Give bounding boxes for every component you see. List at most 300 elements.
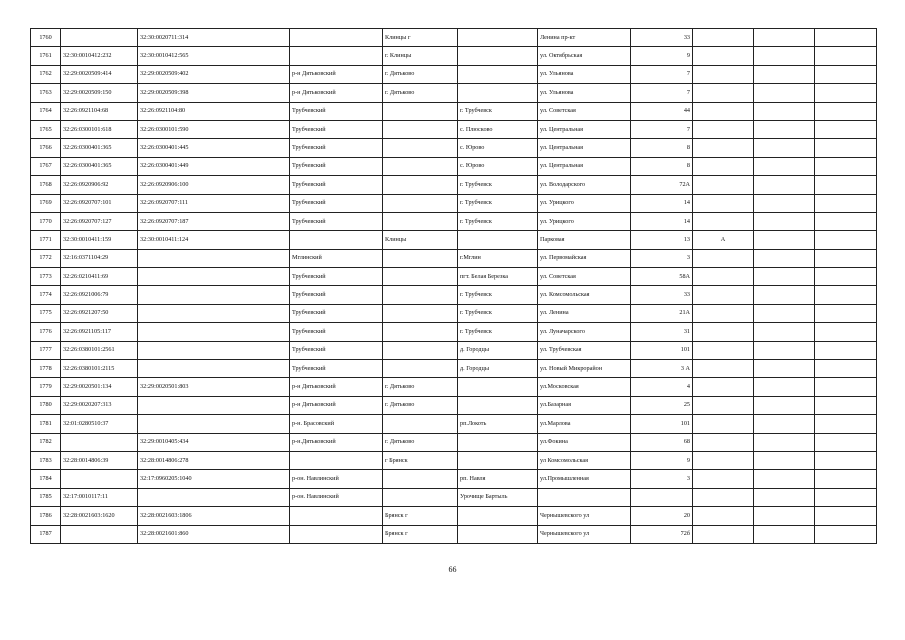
object-cadastral-number-cell: 32:26:0920707:111: [138, 194, 290, 212]
table-row: [31, 396, 877, 414]
settlement-cell: Урочище Бартыль: [458, 488, 538, 506]
house-number-cell: 72А: [631, 176, 693, 194]
building-letter-cell: [693, 47, 754, 65]
district-cell: Трубчевский: [290, 194, 383, 212]
cadastral-number-cell: 32:26:0921207:50: [61, 304, 138, 322]
building-letter-cell: [693, 102, 754, 120]
table-row: [31, 415, 877, 433]
table-row: [31, 507, 877, 525]
extra-cell-a: [754, 65, 815, 83]
table-row: [31, 268, 877, 286]
city-cell: [383, 286, 458, 304]
settlement-cell: [458, 29, 538, 47]
cadastral-number-cell: 32:30:0010412:232: [61, 47, 138, 65]
extra-cell-b: [815, 341, 877, 359]
object-cadastral-number-cell: 32:28:0014806:278: [138, 451, 290, 469]
cadastral-number-cell: 32:29:0020509:150: [61, 84, 138, 102]
cadastral-number-cell: [61, 29, 138, 47]
extra-cell-a: [754, 507, 815, 525]
row-number-cell: 1785: [31, 488, 61, 506]
district-cell: [290, 47, 383, 65]
district-cell: Трубчевский: [290, 323, 383, 341]
district-cell: Трубчевский: [290, 120, 383, 138]
extra-cell-b: [815, 157, 877, 175]
street-cell: ул. Новый Микрорайон: [538, 360, 631, 378]
street-cell: ул. Центральная: [538, 157, 631, 175]
house-number-cell: 13: [631, 231, 693, 249]
extra-cell-b: [815, 360, 877, 378]
extra-cell-b: [815, 433, 877, 451]
table-row: [31, 84, 877, 102]
object-cadastral-number-cell: 32:26:0300101:590: [138, 120, 290, 138]
city-cell: [383, 360, 458, 378]
city-cell: [383, 212, 458, 230]
district-cell: Трубчевский: [290, 341, 383, 359]
district-cell: р-н Дятьковский: [290, 378, 383, 396]
building-letter-cell: [693, 120, 754, 138]
settlement-cell: г. Трубчевск: [458, 323, 538, 341]
settlement-cell: [458, 231, 538, 249]
cadastral-number-cell: 32:01:0280510:37: [61, 415, 138, 433]
settlement-cell: рп. Навля: [458, 470, 538, 488]
street-cell: ул. Советская: [538, 268, 631, 286]
house-number-cell: 4: [631, 378, 693, 396]
row-number-cell: 1770: [31, 212, 61, 230]
extra-cell-b: [815, 323, 877, 341]
extra-cell-b: [815, 378, 877, 396]
city-cell: [383, 176, 458, 194]
extra-cell-b: [815, 304, 877, 322]
building-letter-cell: [693, 470, 754, 488]
building-letter-cell: [693, 212, 754, 230]
house-number-cell: 44: [631, 102, 693, 120]
street-cell: ул. Володарского: [538, 176, 631, 194]
district-cell: [290, 451, 383, 469]
street-cell: ул.Фокина: [538, 433, 631, 451]
table-row: [31, 304, 877, 322]
extra-cell-a: [754, 323, 815, 341]
house-number-cell: [631, 488, 693, 506]
object-cadastral-number-cell: [138, 488, 290, 506]
extra-cell-a: [754, 304, 815, 322]
extra-cell-a: [754, 378, 815, 396]
house-number-cell: 7: [631, 120, 693, 138]
city-cell: [383, 268, 458, 286]
building-letter-cell: [693, 139, 754, 157]
table-row: [31, 194, 877, 212]
cadastral-number-cell: 32:17:0010117:11: [61, 488, 138, 506]
building-letter-cell: [693, 415, 754, 433]
table-row: [31, 139, 877, 157]
row-number-cell: 1777: [31, 341, 61, 359]
district-cell: Трубчевский: [290, 268, 383, 286]
table-row: [31, 488, 877, 506]
extra-cell-a: [754, 212, 815, 230]
row-number-cell: 1772: [31, 249, 61, 267]
registry-table: [30, 28, 877, 544]
street-cell: Ленина пр-кт: [538, 29, 631, 47]
settlement-cell: с. Плюсково: [458, 120, 538, 138]
city-cell: [383, 139, 458, 157]
extra-cell-a: [754, 249, 815, 267]
district-cell: р-он. Навлинский: [290, 488, 383, 506]
street-cell: Чернышевского ул: [538, 507, 631, 525]
extra-cell-b: [815, 507, 877, 525]
city-cell: [383, 157, 458, 175]
object-cadastral-number-cell: 32:29:0020509:402: [138, 65, 290, 83]
building-letter-cell: А: [693, 231, 754, 249]
district-cell: р-н Дятьковский: [290, 84, 383, 102]
settlement-cell: д. Городцы: [458, 341, 538, 359]
building-letter-cell: [693, 525, 754, 543]
extra-cell-b: [815, 231, 877, 249]
object-cadastral-number-cell: [138, 360, 290, 378]
district-cell: р-н. Брасовский: [290, 415, 383, 433]
table-row: [31, 451, 877, 469]
building-letter-cell: [693, 323, 754, 341]
house-number-cell: 3: [631, 249, 693, 267]
extra-cell-b: [815, 120, 877, 138]
cadastral-number-cell: 32:26:0210411:69: [61, 268, 138, 286]
row-number-cell: 1776: [31, 323, 61, 341]
object-cadastral-number-cell: 32:30:0010411:124: [138, 231, 290, 249]
settlement-cell: г. Трубчевск: [458, 176, 538, 194]
extra-cell-a: [754, 488, 815, 506]
settlement-cell: с. Юрово: [458, 139, 538, 157]
house-number-cell: 101: [631, 415, 693, 433]
street-cell: ул. Ульянова: [538, 65, 631, 83]
cadastral-number-cell: 32:28:0021603:1620: [61, 507, 138, 525]
row-number-cell: 1763: [31, 84, 61, 102]
extra-cell-b: [815, 525, 877, 543]
cadastral-number-cell: 32:30:0010411:159: [61, 231, 138, 249]
street-cell: ул. Ленина: [538, 304, 631, 322]
cadastral-number-cell: 32:26:0380101:2115: [61, 360, 138, 378]
building-letter-cell: [693, 304, 754, 322]
house-number-cell: 72б: [631, 525, 693, 543]
street-cell: ул. Первомайская: [538, 249, 631, 267]
settlement-cell: пгт. Белая Березка: [458, 268, 538, 286]
object-cadastral-number-cell: 32:28:0021601:860: [138, 525, 290, 543]
house-number-cell: 9: [631, 451, 693, 469]
house-number-cell: 7: [631, 65, 693, 83]
building-letter-cell: [693, 268, 754, 286]
building-letter-cell: [693, 84, 754, 102]
city-cell: Клинцы: [383, 231, 458, 249]
city-cell: [383, 304, 458, 322]
district-cell: Трубчевский: [290, 360, 383, 378]
settlement-cell: д. Городцы: [458, 360, 538, 378]
street-cell: ул.Базарная: [538, 396, 631, 414]
extra-cell-b: [815, 47, 877, 65]
table-row: [31, 360, 877, 378]
extra-cell-b: [815, 102, 877, 120]
registry-sheet: [30, 28, 877, 544]
table-row: [31, 65, 877, 83]
row-number-cell: 1779: [31, 378, 61, 396]
street-cell: Чернышевского ул: [538, 525, 631, 543]
city-cell: [383, 102, 458, 120]
street-cell: ул.Марлова: [538, 415, 631, 433]
cadastral-number-cell: [61, 470, 138, 488]
object-cadastral-number-cell: 32:29:0010405:434: [138, 433, 290, 451]
extra-cell-a: [754, 268, 815, 286]
extra-cell-a: [754, 433, 815, 451]
district-cell: Трубчевский: [290, 286, 383, 304]
house-number-cell: 101: [631, 341, 693, 359]
building-letter-cell: [693, 29, 754, 47]
building-letter-cell: [693, 157, 754, 175]
street-cell: [538, 488, 631, 506]
street-cell: ул. Ульянова: [538, 84, 631, 102]
cadastral-number-cell: 32:29:0020207:313: [61, 396, 138, 414]
cadastral-number-cell: 32:26:0380101:2561: [61, 341, 138, 359]
district-cell: р-н.Дятьковский: [290, 433, 383, 451]
table-row: [31, 102, 877, 120]
street-cell: ул. Луначарского: [538, 323, 631, 341]
row-number-cell: 1786: [31, 507, 61, 525]
house-number-cell: 14: [631, 194, 693, 212]
row-number-cell: 1767: [31, 157, 61, 175]
city-cell: [383, 120, 458, 138]
row-number-cell: 1768: [31, 176, 61, 194]
object-cadastral-number-cell: 32:26:0920906:100: [138, 176, 290, 194]
city-cell: [383, 249, 458, 267]
object-cadastral-number-cell: 32:29:0020501:803: [138, 378, 290, 396]
district-cell: [290, 507, 383, 525]
street-cell: ул.Московская: [538, 378, 631, 396]
house-number-cell: 3 А: [631, 360, 693, 378]
city-cell: г. Дятьково: [383, 396, 458, 414]
extra-cell-a: [754, 286, 815, 304]
table-row: [31, 341, 877, 359]
city-cell: Брянск г: [383, 525, 458, 543]
city-cell: г. Дятьково: [383, 378, 458, 396]
cadastral-number-cell: 32:26:0921006:79: [61, 286, 138, 304]
table-row: [31, 323, 877, 341]
house-number-cell: 31: [631, 323, 693, 341]
city-cell: [383, 323, 458, 341]
extra-cell-a: [754, 29, 815, 47]
row-number-cell: 1762: [31, 65, 61, 83]
district-cell: Трубчевский: [290, 139, 383, 157]
extra-cell-a: [754, 120, 815, 138]
extra-cell-b: [815, 470, 877, 488]
street-cell: ул. Урицкого: [538, 212, 631, 230]
cadastral-number-cell: 32:26:0300101:618: [61, 120, 138, 138]
object-cadastral-number-cell: [138, 323, 290, 341]
city-cell: [383, 488, 458, 506]
extra-cell-b: [815, 249, 877, 267]
extra-cell-a: [754, 84, 815, 102]
object-cadastral-number-cell: 32:28:0021603:1806: [138, 507, 290, 525]
extra-cell-b: [815, 194, 877, 212]
table-row: [31, 433, 877, 451]
row-number-cell: 1781: [31, 415, 61, 433]
table-row: [31, 470, 877, 488]
settlement-cell: [458, 65, 538, 83]
cadastral-number-cell: 32:28:0014806:39: [61, 451, 138, 469]
district-cell: Трубчевский: [290, 212, 383, 230]
extra-cell-b: [815, 415, 877, 433]
city-cell: г. Дятьково: [383, 65, 458, 83]
extra-cell-a: [754, 470, 815, 488]
extra-cell-b: [815, 65, 877, 83]
building-letter-cell: [693, 176, 754, 194]
house-number-cell: 3: [631, 470, 693, 488]
district-cell: Мглинский: [290, 249, 383, 267]
district-cell: р-он. Навлинский: [290, 470, 383, 488]
extra-cell-a: [754, 360, 815, 378]
row-number-cell: 1771: [31, 231, 61, 249]
object-cadastral-number-cell: [138, 268, 290, 286]
district-cell: р-н Дятьковский: [290, 65, 383, 83]
street-cell: ул.Промышленная: [538, 470, 631, 488]
row-number-cell: 1766: [31, 139, 61, 157]
district-cell: [290, 525, 383, 543]
extra-cell-a: [754, 194, 815, 212]
table-row: [31, 176, 877, 194]
row-number-cell: 1774: [31, 286, 61, 304]
extra-cell-b: [815, 139, 877, 157]
district-cell: р-н Дятьковский: [290, 396, 383, 414]
row-number-cell: 1773: [31, 268, 61, 286]
settlement-cell: [458, 84, 538, 102]
city-cell: г Брянск: [383, 451, 458, 469]
district-cell: Трубчевский: [290, 304, 383, 322]
cadastral-number-cell: 32:16:0371104:29: [61, 249, 138, 267]
settlement-cell: г. Трубчевск: [458, 102, 538, 120]
row-number-cell: 1778: [31, 360, 61, 378]
house-number-cell: 21А: [631, 304, 693, 322]
building-letter-cell: [693, 360, 754, 378]
object-cadastral-number-cell: 32:26:0921104:80: [138, 102, 290, 120]
row-number-cell: 1775: [31, 304, 61, 322]
street-cell: ул. Комсомольская: [538, 286, 631, 304]
row-number-cell: 1783: [31, 451, 61, 469]
city-cell: [383, 341, 458, 359]
cadastral-number-cell: 32:26:0921105:117: [61, 323, 138, 341]
table-row: [31, 378, 877, 396]
street-cell: ул. Урицкого: [538, 194, 631, 212]
settlement-cell: [458, 507, 538, 525]
object-cadastral-number-cell: [138, 304, 290, 322]
row-number-cell: 1765: [31, 120, 61, 138]
district-cell: [290, 29, 383, 47]
object-cadastral-number-cell: [138, 341, 290, 359]
city-cell: [383, 470, 458, 488]
table-row: [31, 286, 877, 304]
cadastral-number-cell: 32:26:0300401:365: [61, 157, 138, 175]
building-letter-cell: [693, 433, 754, 451]
object-cadastral-number-cell: 32:26:0920707:187: [138, 212, 290, 230]
extra-cell-b: [815, 488, 877, 506]
extra-cell-a: [754, 102, 815, 120]
row-number-cell: 1784: [31, 470, 61, 488]
city-cell: Брянск г: [383, 507, 458, 525]
street-cell: ул. Советская: [538, 102, 631, 120]
object-cadastral-number-cell: 32:30:0010412:565: [138, 47, 290, 65]
object-cadastral-number-cell: [138, 396, 290, 414]
object-cadastral-number-cell: 32:26:0300401:449: [138, 157, 290, 175]
extra-cell-a: [754, 396, 815, 414]
table-row: [31, 47, 877, 65]
object-cadastral-number-cell: [138, 415, 290, 433]
building-letter-cell: [693, 488, 754, 506]
extra-cell-a: [754, 231, 815, 249]
settlement-cell: рп.Локоть: [458, 415, 538, 433]
settlement-cell: г. Трубчевск: [458, 286, 538, 304]
building-letter-cell: [693, 341, 754, 359]
cadastral-number-cell: 32:29:0020509:414: [61, 65, 138, 83]
settlement-cell: [458, 525, 538, 543]
cadastral-number-cell: [61, 433, 138, 451]
settlement-cell: [458, 433, 538, 451]
row-number-cell: 1760: [31, 29, 61, 47]
street-cell: ул. Центральная: [538, 120, 631, 138]
house-number-cell: 25: [631, 396, 693, 414]
settlement-cell: с. Юрово: [458, 157, 538, 175]
house-number-cell: 7: [631, 84, 693, 102]
extra-cell-b: [815, 84, 877, 102]
row-number-cell: 1787: [31, 525, 61, 543]
settlement-cell: [458, 378, 538, 396]
building-letter-cell: [693, 451, 754, 469]
row-number-cell: 1769: [31, 194, 61, 212]
extra-cell-a: [754, 157, 815, 175]
street-cell: ул. Октябрьская: [538, 47, 631, 65]
cadastral-number-cell: 32:26:0921104:68: [61, 102, 138, 120]
extra-cell-a: [754, 451, 815, 469]
settlement-cell: г. Трубчевск: [458, 212, 538, 230]
extra-cell-a: [754, 525, 815, 543]
object-cadastral-number-cell: 32:29:0020509:398: [138, 84, 290, 102]
street-cell: ул. Центральная: [538, 139, 631, 157]
object-cadastral-number-cell: 32:30:0020711:314: [138, 29, 290, 47]
street-cell: Парковая: [538, 231, 631, 249]
house-number-cell: 33: [631, 286, 693, 304]
cadastral-number-cell: 32:29:0020501:134: [61, 378, 138, 396]
settlement-cell: [458, 396, 538, 414]
table-row: [31, 120, 877, 138]
house-number-cell: 58А: [631, 268, 693, 286]
building-letter-cell: [693, 249, 754, 267]
extra-cell-a: [754, 139, 815, 157]
extra-cell-a: [754, 341, 815, 359]
building-letter-cell: [693, 378, 754, 396]
extra-cell-b: [815, 268, 877, 286]
cadastral-number-cell: 32:26:0920707:127: [61, 212, 138, 230]
page-number: 66: [448, 565, 457, 574]
extra-cell-b: [815, 29, 877, 47]
building-letter-cell: [693, 286, 754, 304]
row-number-cell: 1782: [31, 433, 61, 451]
registry-rows: [31, 29, 877, 544]
extra-cell-b: [815, 176, 877, 194]
building-letter-cell: [693, 396, 754, 414]
object-cadastral-number-cell: 32:26:0300401:445: [138, 139, 290, 157]
cadastral-number-cell: 32:26:0920707:101: [61, 194, 138, 212]
house-number-cell: 9: [631, 47, 693, 65]
district-cell: Трубчевский: [290, 176, 383, 194]
table-row: [31, 231, 877, 249]
row-number-cell: 1780: [31, 396, 61, 414]
city-cell: [383, 194, 458, 212]
extra-cell-b: [815, 396, 877, 414]
extra-cell-b: [815, 212, 877, 230]
district-cell: [290, 231, 383, 249]
row-number-cell: 1764: [31, 102, 61, 120]
